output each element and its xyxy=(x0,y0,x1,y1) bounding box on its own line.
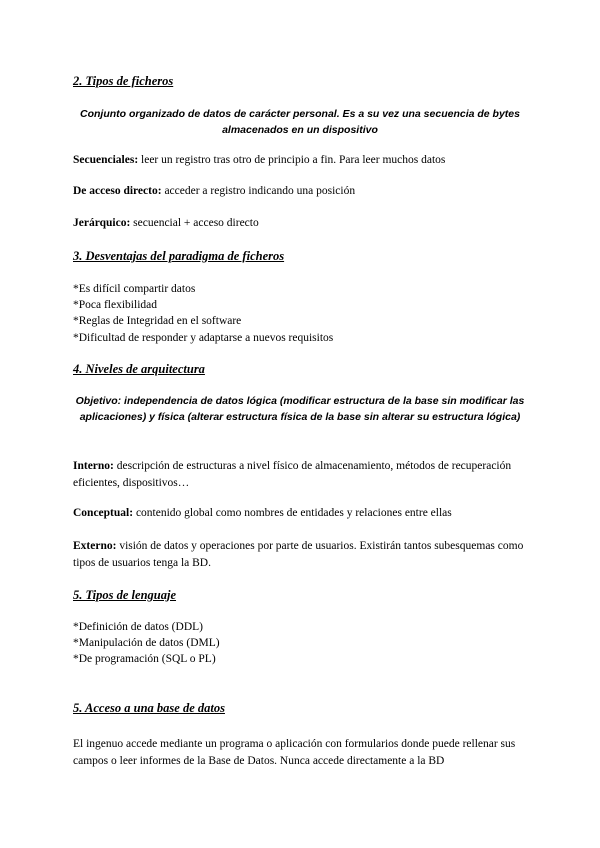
paragraph-acceso: El ingenuo accede mediante un programa o aplicación con formularios donde puede rellenar sus campos o leer informes de la Base de Datos. Nunca accede directamente a la BD xyxy=(73,738,516,767)
list-item: *Definición de datos (DDL) xyxy=(73,621,203,633)
section-heading-desventajas: 3. Desventajas del paradigma de ficheros xyxy=(73,249,285,263)
list-item: *Es difícil compartir datos xyxy=(73,283,196,295)
list-item: *De programación (SQL o PL) xyxy=(73,653,216,666)
paragraph-jerarquico xyxy=(73,215,533,232)
section-heading-acceso: 5. Acceso a una base de datos xyxy=(73,701,225,715)
list-item: *Dificultad de responder y adaptarse a nuevos requisitos xyxy=(73,331,334,344)
section-summary-niveles: Objetivo: independencia de datos lógica (modificar estructura de la base sin modificar las aplicaciones) y física (alterar estructura física de la base sin alterar su estructura lógica) xyxy=(75,395,525,423)
text-interno: descripción de estructuras a nivel físico de almacenamiento, métodos de recuperación eficientes, dispositivos… xyxy=(73,460,512,489)
section-summary-tipos-ficheros: Conjunto organizado de datos de carácter personal. Es a su vez una secuencia de bytes almacenados en un dispositivo xyxy=(80,108,520,136)
term-acceso-directo: De acceso directo: xyxy=(73,185,162,197)
paragraph-secuenciales xyxy=(73,152,533,169)
term-secuenciales: Secuenciales: xyxy=(73,154,139,166)
text-externo: visión de datos y operaciones por parte de usuarios. Existirán tantos subesquemas como tipos de usuarios tenga la BD. xyxy=(73,540,524,569)
text-secuenciales: leer un registro tras otro de principio a fin. Para leer muchos datos xyxy=(138,154,446,166)
section-heading-tipos-ficheros: 2. Tipos de ficheros xyxy=(73,74,174,88)
term-interno: Interno: xyxy=(73,460,114,472)
text-jerarquico: secuencial + acceso directo xyxy=(130,217,259,229)
paragraph-interno xyxy=(73,458,533,491)
text-conceptual: contenido global como nombres de entidades y relaciones entre ellas xyxy=(133,507,452,519)
list-lenguaje xyxy=(73,619,220,668)
paragraph-acceso-directo xyxy=(73,183,533,200)
list-desventajas xyxy=(73,281,333,346)
term-conceptual: Conceptual: xyxy=(73,507,134,519)
list-item: *Poca flexibilidad xyxy=(73,299,157,312)
section-heading-niveles: 4. Niveles de arquitectura xyxy=(73,362,205,376)
list-item: *Manipulación de datos (DML) xyxy=(73,637,220,650)
paragraph-conceptual xyxy=(73,505,533,522)
text-acceso-directo: acceder a registro indicando una posición xyxy=(161,185,356,197)
list-item: *Reglas de Integridad en el software xyxy=(73,315,242,328)
paragraph-externo xyxy=(73,538,533,571)
term-jerarquico: Jerárquico: xyxy=(73,217,131,229)
term-externo: Externo: xyxy=(73,540,117,552)
section-heading-lenguaje: 5. Tipos de lenguaje xyxy=(73,588,177,602)
